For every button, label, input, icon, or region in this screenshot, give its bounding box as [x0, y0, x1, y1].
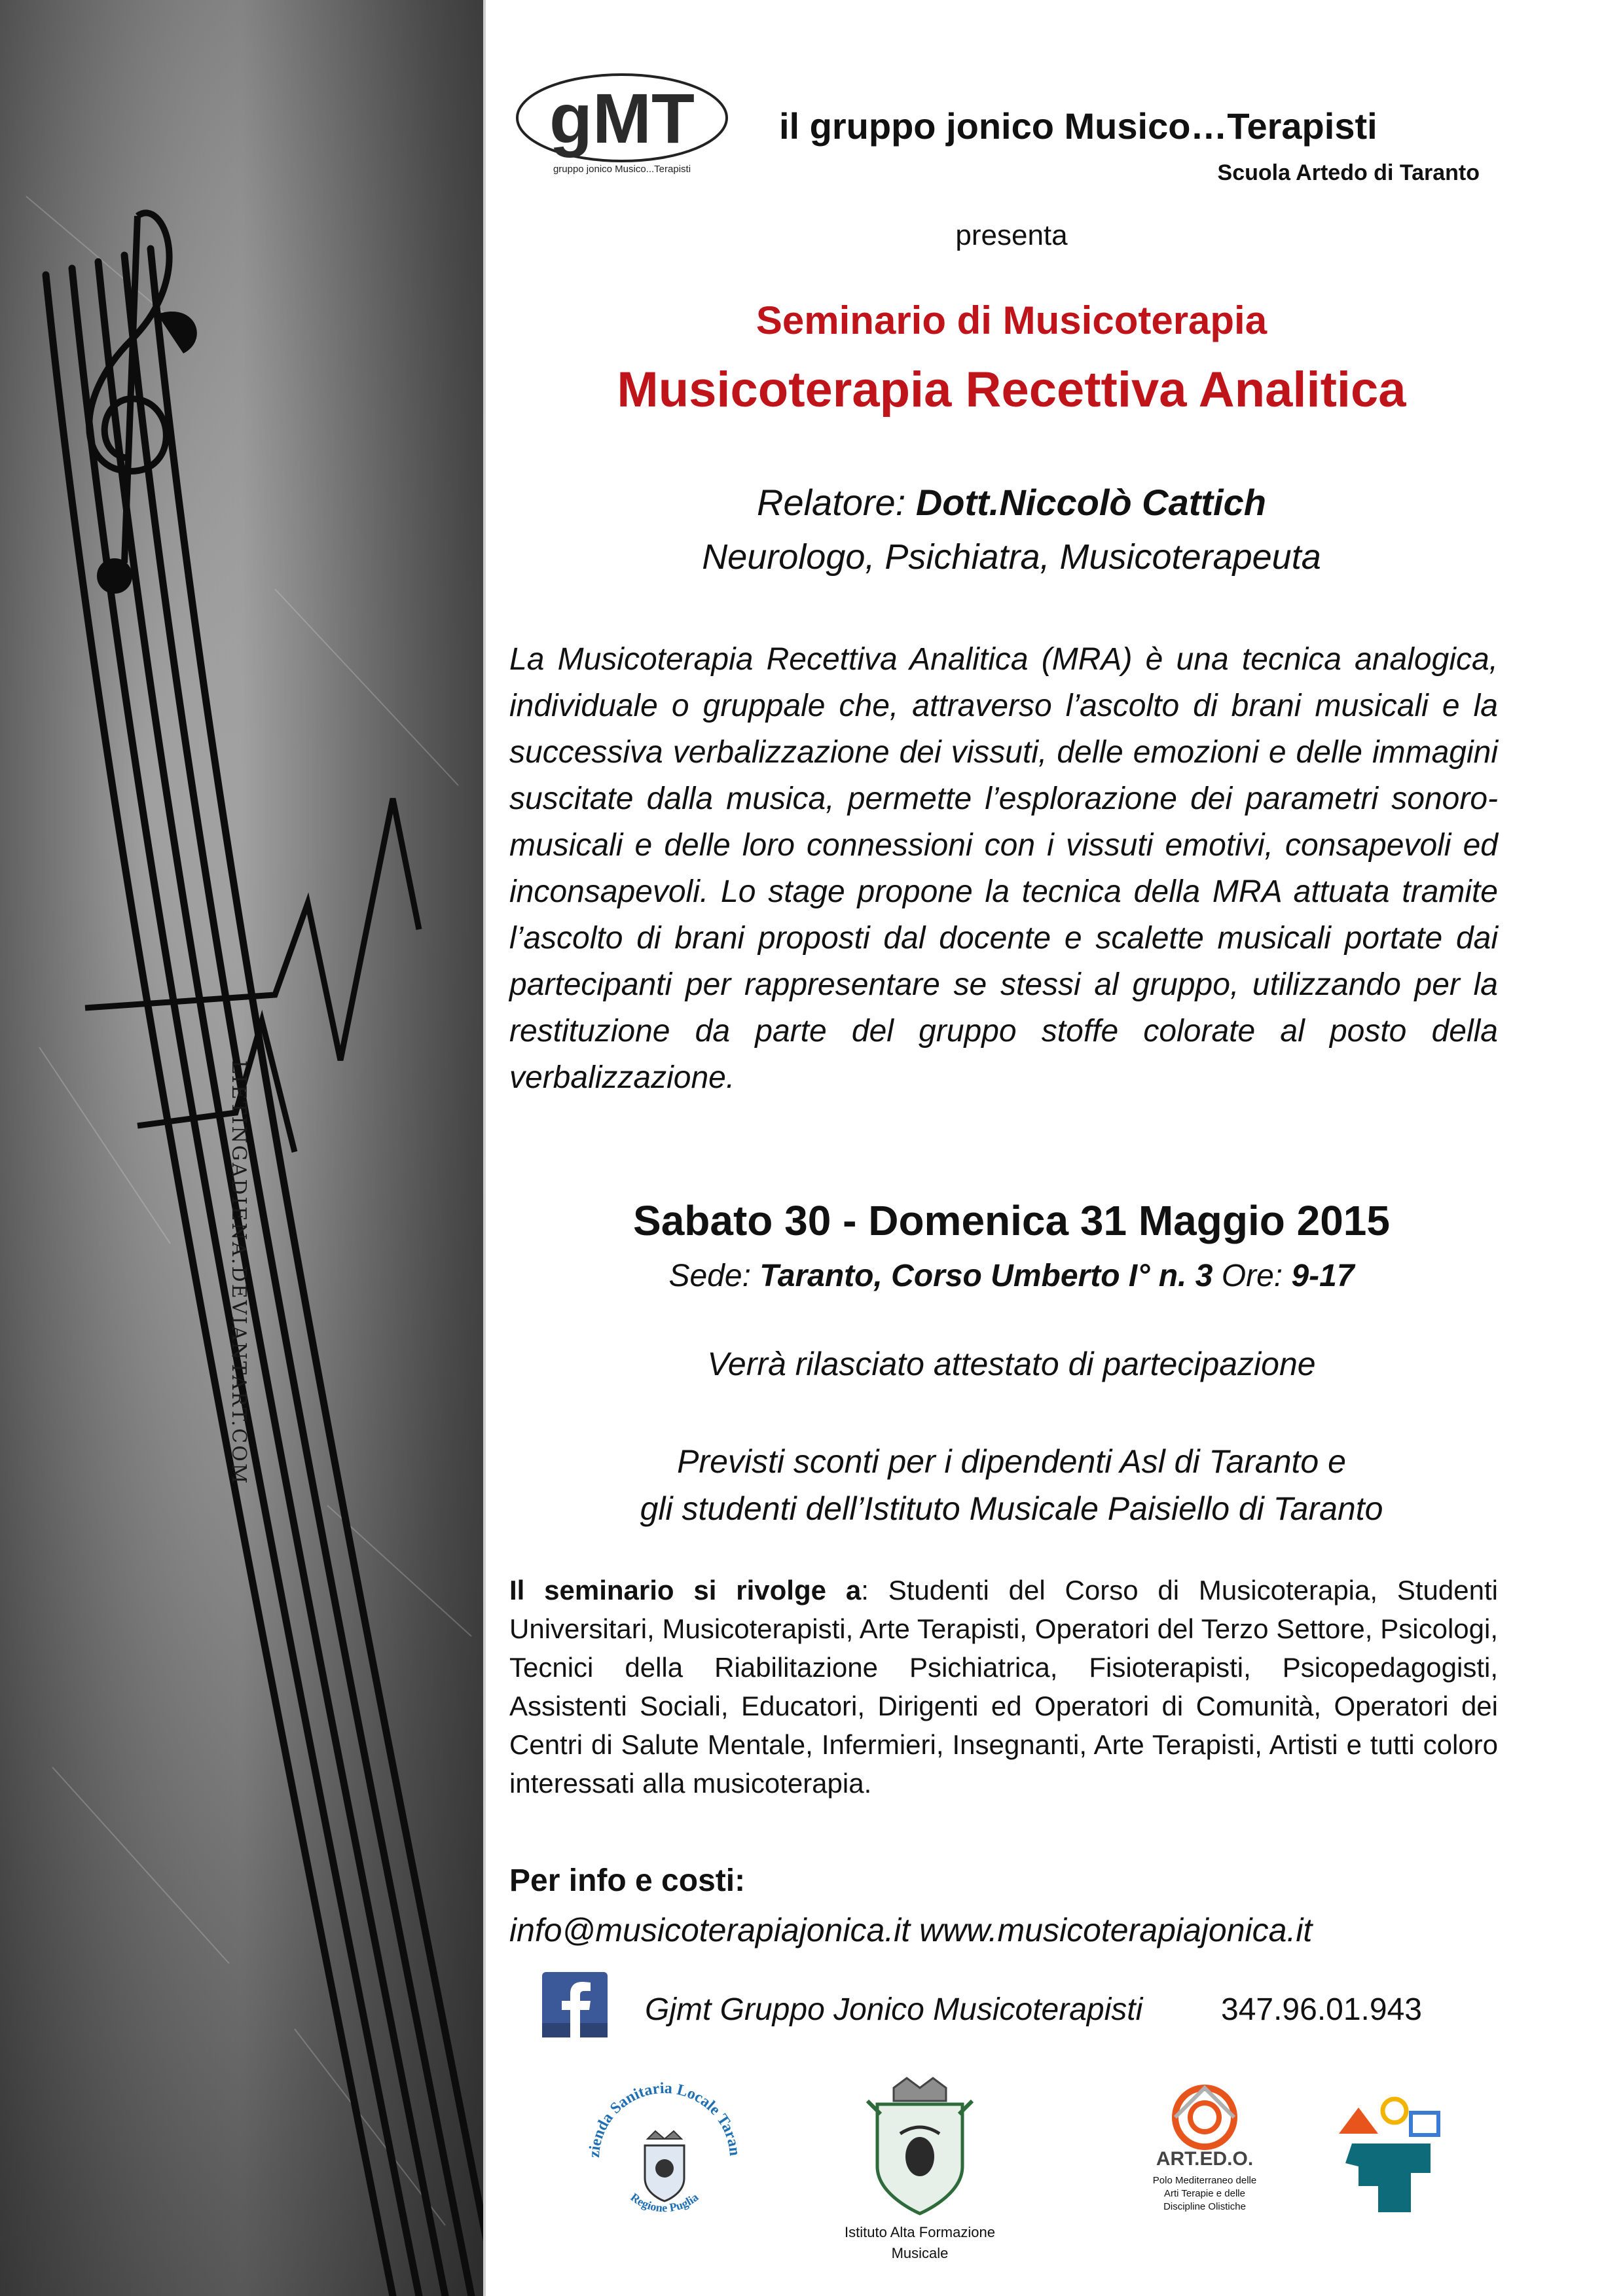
discount-line-2: gli studenti dell’Istituto Musicale Paisiello di Taranto	[640, 1490, 1383, 1527]
istituto-caption	[809, 2222, 1031, 2264]
artedo-logo	[1139, 2081, 1270, 2173]
event-date: Sabato 30 - Domenica 31 Maggio 2015	[633, 1197, 1390, 1244]
asl-taranto-logo	[579, 2073, 750, 2244]
logo-letters: gMT	[549, 79, 695, 158]
artedo-caption-line-2: Arti Terapie e delle	[1164, 2188, 1245, 2199]
gjmt-logo-mark	[514, 72, 730, 164]
discount-note	[507, 1438, 1516, 1532]
seminar-title: Seminario di Musicoterapia	[756, 298, 1267, 342]
seminar-subtitle: Musicoterapia Recettiva Analitica	[617, 362, 1406, 418]
certificate-note: Verrà rilasciato attestato di partecipazione	[707, 1346, 1316, 1382]
panel-divider	[483, 0, 486, 2296]
audience-paragraph	[509, 1571, 1498, 1803]
artedo-name: ART.ED.O.	[1156, 2148, 1254, 2170]
head-shapes-logo	[1332, 2088, 1444, 2219]
speaker-prefix: Relatore:	[757, 482, 916, 523]
discount-line-1: Previsti sconti per i dipendenti Asl di Taranto e	[677, 1443, 1346, 1480]
artedo-caption-line-1: Polo Mediterraneo delle	[1152, 2175, 1257, 2186]
logo-caption: gruppo jonico Musico...Terapisti	[553, 164, 691, 175]
artedo-logo-graphic	[1139, 2081, 1270, 2173]
artedo-caption	[1126, 2174, 1283, 2214]
audience-text: : Studenti del Corso di Musicoterapia, Studenti Universitari, Musicoterapisti, Arte Terapisti, Operatori del Terzo Settore, Psicologi, Tecnici della Riabilitazione Psichiatrica, Fisioterapisti, Psicopedagogisti, Assistenti Sociali, Educatori, Dirigenti ed Operatori di Comunità, Operatori dei Centri di Salute Mentale, Infermieri, Insegnanti, Arte Terapisti, Artisti e tutti coloro interessati alla musicoterapia.	[509, 1575, 1498, 1799]
facebook-icon[interactable]	[542, 1972, 608, 2037]
contact-label: Per info e costi:	[509, 1863, 746, 1898]
hours-label: Ore:	[1213, 1259, 1292, 1293]
head-shapes-graphic	[1332, 2088, 1444, 2219]
audience-label: Il seminario si rivolge a	[509, 1575, 862, 1605]
speaker-role: Neurologo, Psichiatra, Musicoterapeuta	[702, 537, 1321, 577]
venue-label: Sede:	[668, 1259, 760, 1293]
istituto-caption-line-1: Istituto Alta Formazione	[845, 2224, 995, 2240]
asl-ring-bottom-text: Regione Puglia	[628, 2190, 701, 2215]
speaker-line	[507, 481, 1516, 524]
contact-links	[509, 1911, 1518, 1949]
email-link[interactable]: info@musicoterapiajonica.it	[509, 1912, 911, 1948]
organization-subtitle: Scuola Artedo di Taranto	[1217, 160, 1480, 185]
venue-value: Taranto, Corso Umberto I° n. 3	[759, 1259, 1213, 1293]
facebook-page-name[interactable]: Gjmt Gruppo Jonico Musicoterapisti	[645, 1992, 1143, 2027]
crest-graphic	[854, 2075, 985, 2219]
asl-seal-graphic	[579, 2073, 750, 2244]
watermark-text: LIETINGADIENA.DEVIANTART.COM	[227, 1060, 250, 1486]
intro-text: presenta	[955, 219, 1068, 251]
phone-number: 347.96.01.943	[1221, 1992, 1422, 2027]
website-link[interactable]: www.musicoterapiajonica.it	[919, 1912, 1313, 1948]
facebook-icon-glyph	[542, 1972, 608, 2037]
artedo-caption-line-3: Discipline Olistiche	[1163, 2201, 1246, 2212]
istituto-caption-line-2: Musicale	[891, 2245, 949, 2261]
gjmt-logo	[514, 72, 730, 180]
asl-ring-text: zienda Sanitaria Locale Taran	[585, 2079, 744, 2159]
hours-value: 9-17	[1291, 1259, 1355, 1293]
speaker-name: Dott.Niccolò Cattich	[915, 482, 1266, 523]
organization-name: il gruppo jonico Musico…Terapisti	[779, 105, 1377, 147]
event-venue-line	[507, 1258, 1516, 1294]
istituto-musicale-crest	[854, 2075, 985, 2219]
decorative-music-artwork	[0, 0, 483, 2296]
seminar-description: La Musicoterapia Recettiva Analitica (MRA) è una tecnica analogica, individuale o gruppale che, attraverso l’ascolto di brani musicali e la successiva verbalizzazione dei vissuti, delle emozioni e delle immagini suscitate dalla musica, permette l’esplorazione dei parametri sonoro-musicali e delle loro connessioni con i vissuti emotivi, consapevoli ed inconsapevoli. Lo stage propone la tecnica della MRA attuata tramite l’ascolto di brani proposti dal docente e scalette musicali portate dai partecipanti per rappresentare se stessi al gruppo, utilizzando per la restituzione da parte del gruppo stoffe colorate al posto della verbalizzazione.	[509, 642, 1498, 1095]
